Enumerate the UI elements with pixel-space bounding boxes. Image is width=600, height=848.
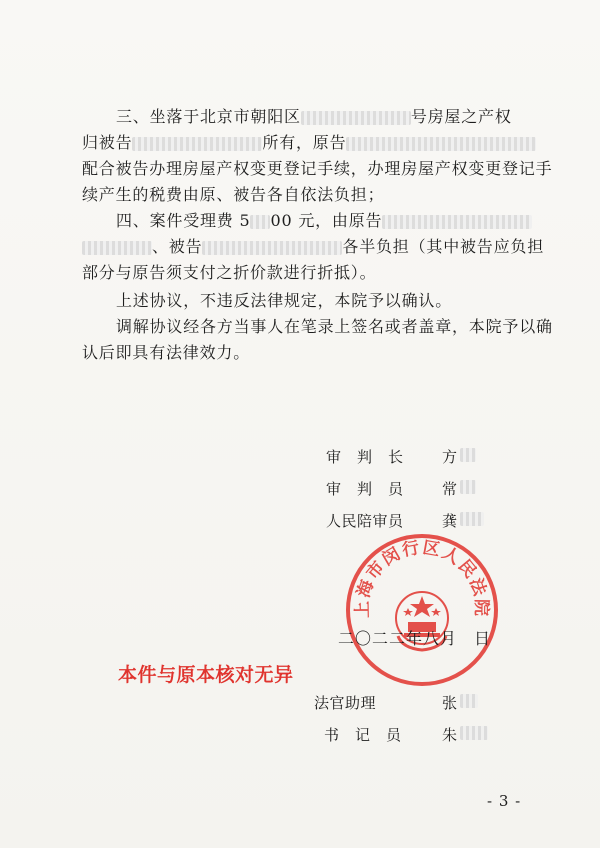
seal-text: 上海市闵行区人民法院 xyxy=(352,537,492,619)
p3-line2-a: 归被告 xyxy=(82,133,133,152)
redaction xyxy=(460,726,488,740)
paragraph-item-6 xyxy=(82,314,553,366)
p6-line1: 调解协议经各方当事人在笔录上签名或者盖章，本院予以确 xyxy=(116,317,553,336)
signature-name: 朱 xyxy=(442,726,458,744)
paragraph-item-5 xyxy=(82,288,544,314)
signature-name: 张 xyxy=(442,694,458,712)
signature-label: 审 判 员 xyxy=(326,480,404,498)
signature-name: 龚 xyxy=(442,512,458,530)
signature-label: 法官助理 xyxy=(314,694,377,712)
p6-line2: 认后即具有法律效力。 xyxy=(82,343,251,362)
p3-line3: 配合被告办理房屋产权变更登记手续，办理房屋产权变更登记手 xyxy=(82,159,553,178)
redaction xyxy=(460,694,478,708)
redaction xyxy=(301,111,411,125)
p3-line4: 续产生的税费由原、被告各自依法负担； xyxy=(82,185,385,204)
court-seal xyxy=(342,530,502,690)
signature-label: 书 记 员 xyxy=(324,726,402,744)
p4-line2-b: 各半负担（其中被告应负担 xyxy=(342,237,545,256)
p3-line1-b: 号房屋之产权 xyxy=(410,107,512,126)
p5-line: 上述协议，不违反法律规定，本院予以确认。 xyxy=(116,291,453,310)
page-number: - 3 - xyxy=(487,792,522,810)
p3-line1-a: 三、坐落于北京市朝阳区 xyxy=(116,107,301,126)
redaction xyxy=(250,215,270,229)
p4-line3: 部分与原告须支付之折价款进行折抵）。 xyxy=(82,263,377,282)
judgment-date xyxy=(338,626,491,649)
date-text: 二〇二二年八月 日 xyxy=(338,629,492,648)
signature-label: 人民陪审员 xyxy=(326,512,404,530)
verification-stamp: 本件与原本核对无异 xyxy=(118,664,294,686)
redaction xyxy=(460,448,476,462)
redaction xyxy=(460,512,484,526)
p3-line2-b: 所有，原告 xyxy=(262,133,347,152)
redaction xyxy=(460,480,476,494)
redaction xyxy=(132,137,262,151)
signature-name: 方 xyxy=(442,448,458,466)
redaction xyxy=(346,137,536,151)
paragraph-item-3 xyxy=(82,104,553,208)
paragraph-item-4 xyxy=(82,208,544,286)
redaction xyxy=(382,215,532,229)
redaction xyxy=(202,241,342,255)
signature-label: 审 判 长 xyxy=(326,448,404,466)
p4-line2-a: 、被告 xyxy=(152,237,203,256)
p4-line1-b: 00 元，由原告 xyxy=(270,211,383,230)
signature-name: 常 xyxy=(442,480,458,498)
redaction xyxy=(82,241,152,255)
p4-line1-a: 四、案件受理费 5 xyxy=(116,211,251,230)
